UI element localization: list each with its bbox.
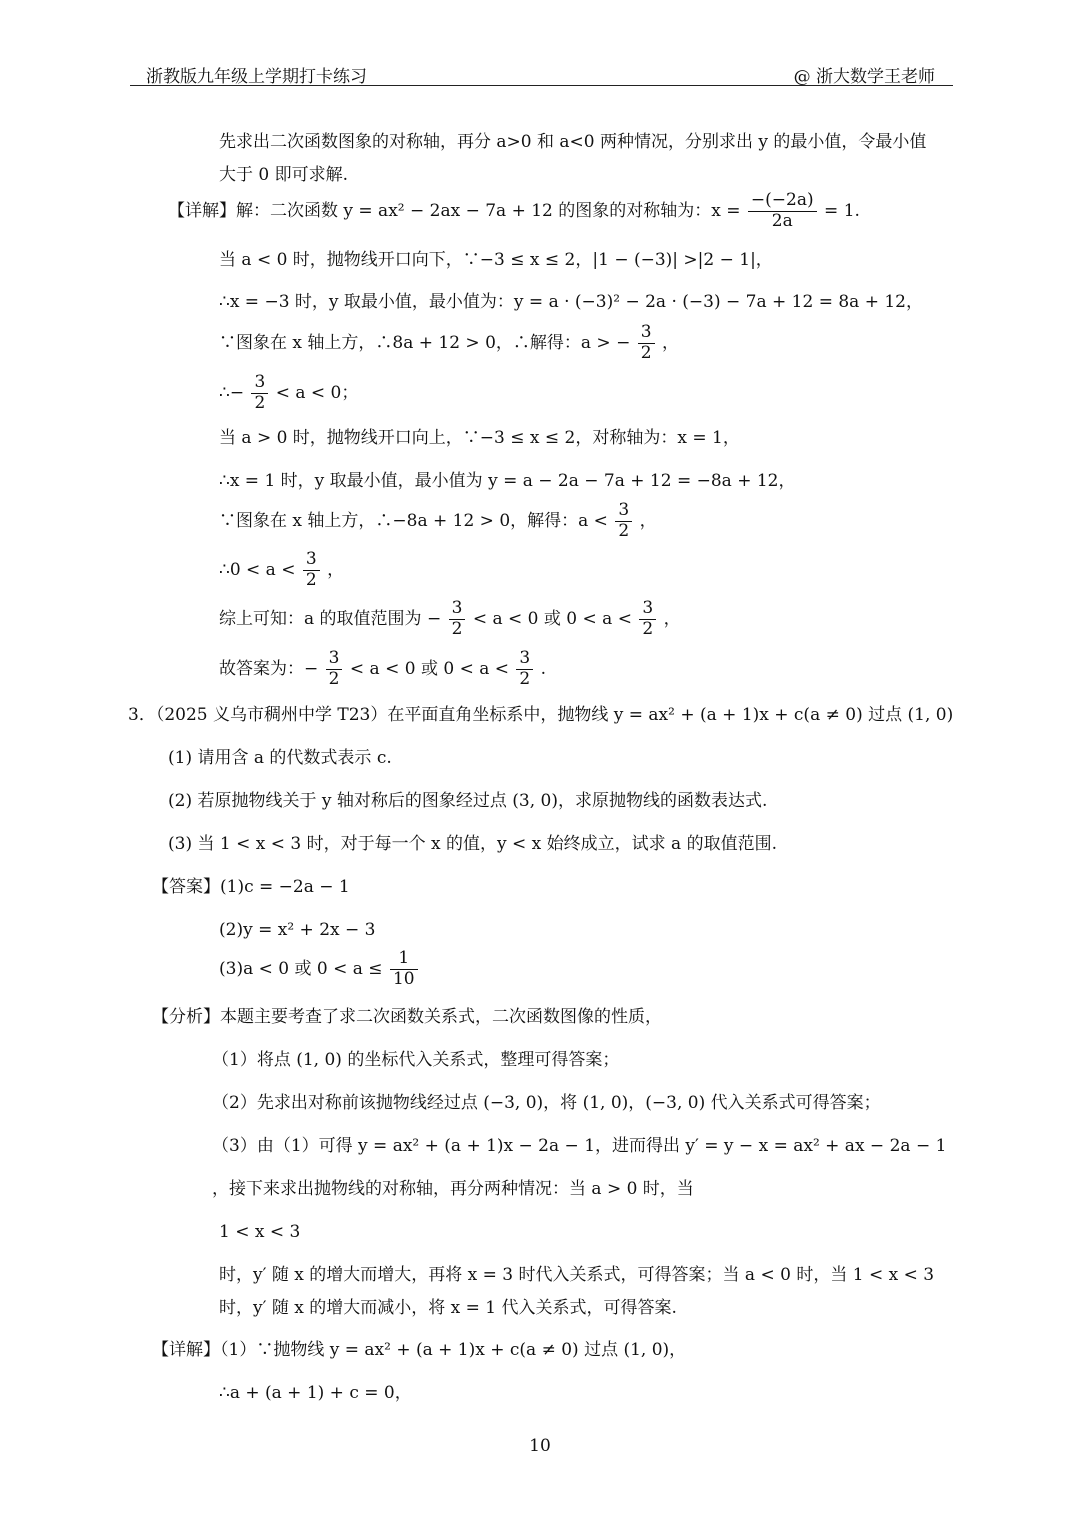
- fraction-three-halves: [251, 374, 268, 413]
- fraction-three-halves: [449, 600, 466, 639]
- analysis-line-1: 先求出二次函数图象的对称轴，再分 a>0 和 a<0 两种情况，分别求出 y 的最小值，令最小值: [219, 132, 927, 152]
- range-negative-line: [219, 374, 358, 413]
- punctuation: ，: [661, 332, 679, 353]
- therefore-text: ∴−: [219, 382, 245, 403]
- fraction-denominator: 2: [254, 392, 266, 413]
- analysis-step-3-cont-4: 时，y′ 随 x 的增大而减小，将 x = 1 代入关系式，可得答案.: [219, 1298, 677, 1318]
- fraction-numerator: 3: [638, 324, 655, 344]
- punctuation: .: [540, 658, 547, 679]
- fraction-denominator: 2: [642, 618, 654, 639]
- fraction-one-tenth: [390, 950, 418, 989]
- solution-axis-text: 【详解】解：二次函数 y = ax² − 2ax − 7a + 12 的图象的对称轴为：x =: [168, 200, 741, 221]
- fraction-three-halves: [303, 551, 320, 590]
- analysis-line-2: 大于 0 即可求解.: [219, 165, 349, 185]
- fraction-denominator: 2: [328, 668, 340, 689]
- range-positive-line: [219, 551, 344, 590]
- range-positive-text: ∴0 < a <: [219, 559, 296, 580]
- axis-fraction: [748, 192, 817, 231]
- analysis-step-3-cont-2: 1 < x < 3: [219, 1222, 301, 1242]
- fraction-three-halves: [615, 502, 632, 541]
- solution-axis-line: [168, 192, 860, 231]
- fraction-denominator: 2: [618, 520, 630, 541]
- fraction-numerator: −(−2a): [748, 192, 817, 212]
- header-left-title: 浙教版九年级上学期打卡练习: [146, 67, 367, 87]
- problem-3-statement: 3．（2025 义乌市稠州中学 T23）在平面直角坐标系中，抛物线 y = ax² + (a + 1)x + c(a ≠ 0) 过点 (1, 0): [128, 705, 954, 725]
- solution-axis-result: = 1.: [824, 200, 860, 221]
- fraction-numerator: 3: [639, 600, 656, 620]
- fraction-numerator: 1: [390, 950, 418, 970]
- solution-part-1-line-1: 【详解】（1）∵抛物线 y = ax² + (a + 1)x + c(a ≠ 0) 过点 (1, 0)，: [152, 1340, 687, 1360]
- summary-line: [219, 600, 681, 639]
- solution-part-1-line-2: ∴a + (a + 1) + c = 0，: [219, 1383, 412, 1403]
- punctuation: ，: [639, 510, 657, 531]
- condition-positive-line: [219, 502, 657, 541]
- fraction-numerator: 3: [516, 650, 533, 670]
- case-negative-line: 当 a < 0 时，抛物线开口向下，∵−3 ≤ x ≤ 2，|1 − (−3)| >|2 − 1|，: [219, 250, 773, 270]
- punctuation: ，: [327, 559, 345, 580]
- header-right-author: @ 浙大数学王老师: [793, 67, 935, 87]
- fraction-numerator: 3: [326, 650, 343, 670]
- condition-positive-text: ∵图象在 x 轴上方，∴−8a + 12 > 0，解得：a <: [219, 510, 608, 531]
- final-answer-line: [219, 650, 546, 689]
- condition-negative-line: [219, 324, 679, 363]
- page-number: 10: [529, 1436, 551, 1456]
- fraction-denominator: 2: [305, 569, 317, 590]
- fraction-denominator: 2a: [771, 210, 793, 231]
- fraction-three-halves: [639, 600, 656, 639]
- fraction-numerator: 3: [303, 551, 320, 571]
- analysis-heading-line: 【分析】本题主要考查了求二次函数关系式，二次函数图像的性质，: [152, 1007, 662, 1027]
- fraction-numerator: 3: [251, 374, 268, 394]
- final-answer-middle-text: < a < 0 或 0 < a <: [349, 658, 509, 679]
- analysis-step-3-cont-3: 时，y′ 随 x 的增大而增大，再将 x = 3 时代入关系式，可得答案；当 a < 0 时，当 1 < x < 3: [219, 1265, 935, 1285]
- fraction-numerator: 3: [615, 502, 632, 522]
- fraction-denominator: 2: [451, 618, 463, 639]
- analysis-step-2: （2）先求出对称前该抛物线经过点 (−3, 0)，将 (1, 0)，(−3, 0) 代入关系式可得答案；: [212, 1093, 881, 1113]
- fraction-numerator: 3: [449, 600, 466, 620]
- fraction-denominator: 2: [519, 668, 531, 689]
- answer-line-1: 【答案】(1)c = −2a − 1: [152, 877, 350, 897]
- condition-negative-text: ∵图象在 x 轴上方，∴8a + 12 > 0，∴解得：a > −: [219, 332, 631, 353]
- summary-text: 综上可知：a 的取值范围为 −: [219, 608, 442, 629]
- analysis-step-1: （1）将点 (1, 0) 的坐标代入关系式，整理可得答案；: [212, 1050, 620, 1070]
- punctuation: ，: [663, 608, 681, 629]
- fraction-denominator: 10: [392, 968, 415, 989]
- fraction-three-halves: [516, 650, 533, 689]
- fraction-three-halves: [638, 324, 655, 363]
- answer-line-3-text: (3)a < 0 或 0 < a ≤: [219, 958, 383, 979]
- min-value-negative-line: ∴x = −3 时，y 取最小值，最小值为：y = a · (−3)² − 2a · (−3) − 7a + 12 = 8a + 12，: [219, 292, 923, 312]
- range-negative-text: < a < 0；: [275, 382, 359, 403]
- min-value-positive-line: ∴x = 1 时，y 取最小值，最小值为 y = a − 2a − 7a + 12 = −8a + 12，: [219, 471, 796, 491]
- problem-3-part-2: (2) 若原抛物线关于 y 轴对称后的图象经过点 (3, 0)，求原抛物线的函数表达式.: [168, 791, 768, 811]
- analysis-step-3-cont-1: ，接下来求出抛物线的对称轴，再分两种情况：当 a > 0 时，当: [212, 1179, 694, 1199]
- answer-line-3: [219, 950, 420, 989]
- problem-3-part-1: (1) 请用含 a 的代数式表示 c.: [168, 748, 392, 768]
- header-divider: [130, 85, 953, 86]
- fraction-denominator: 2: [640, 342, 652, 363]
- case-positive-line: 当 a > 0 时，抛物线开口向上，∵−3 ≤ x ≤ 2，对称轴为：x = 1，: [219, 428, 740, 448]
- problem-3-part-3: (3) 当 1 < x < 3 时，对于每一个 x 的值，y < x 始终成立，试求 a 的取值范围.: [168, 834, 778, 854]
- final-answer-text: 故答案为：−: [219, 658, 319, 679]
- analysis-step-3: （3）由（1）可得 y = ax² + (a + 1)x − 2a − 1，进而得出 y′ = y − x = ax² + ax − 2a − 1: [212, 1136, 947, 1156]
- fraction-three-halves: [326, 650, 343, 689]
- summary-middle-text: < a < 0 或 0 < a <: [472, 608, 632, 629]
- answer-line-2: (2)y = x² + 2x − 3: [219, 920, 376, 940]
